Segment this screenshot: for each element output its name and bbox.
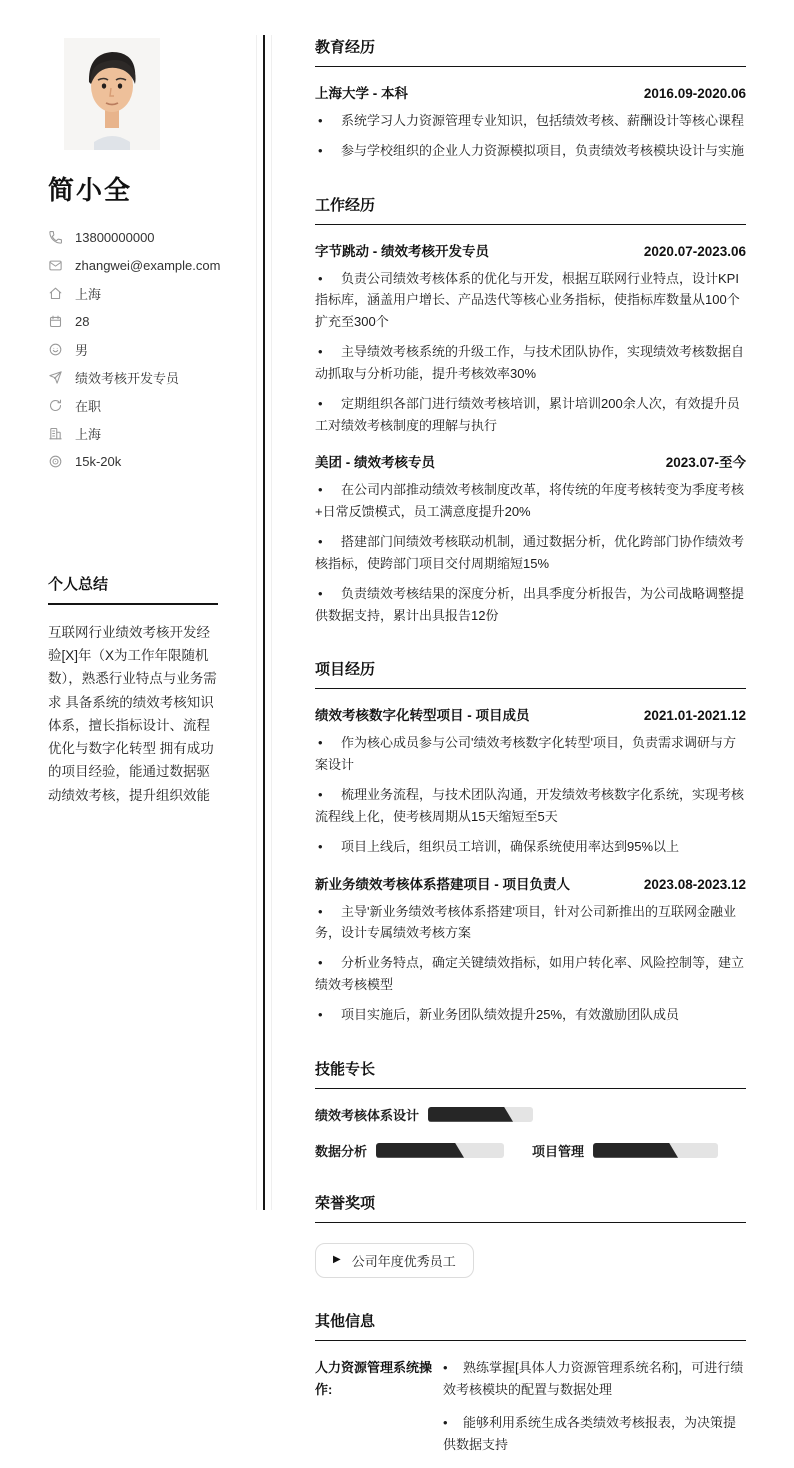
- contact-gender-value: 男: [75, 342, 89, 358]
- skill-bar-track: [376, 1143, 504, 1158]
- education-heading: 教育经历: [315, 36, 746, 67]
- contact-gender: [48, 335, 218, 363]
- building-icon: [48, 426, 63, 441]
- work-bullet: • 搭建部门间绩效考核联动机制，通过数据分析，优化跨部门协作绩效考核指标，使跨部门项目交付周期缩短15%: [315, 531, 746, 575]
- skill-bar-track: [428, 1107, 533, 1122]
- column-divider: [263, 35, 265, 1210]
- contact-salary: [48, 447, 218, 475]
- work-bullet: • 负责绩效考核结果的深度分析，出具季度分析报告，为公司战略调整提供数据支持，累计出具报告12份: [315, 583, 746, 627]
- skill-label: 项目管理: [532, 1143, 585, 1159]
- other-info-section: [315, 1310, 746, 1468]
- education-bullet: • 参与学校组织的企业人力资源模拟项目，负责绩效考核模块设计与实施: [315, 140, 746, 162]
- other-info-row: [315, 1357, 746, 1468]
- bullet-dot-icon: •: [318, 955, 323, 971]
- work-entry: [315, 240, 746, 437]
- bullet-dot-icon: •: [318, 395, 323, 411]
- skill-bar-fill: [593, 1143, 678, 1158]
- contact-email: [48, 251, 221, 279]
- skills-section: [315, 1058, 746, 1160]
- other-info-bullet: • 熟练掌握[具体人力资源管理系统名称]，可进行绩效考核模块的配置与数据处理: [443, 1357, 746, 1401]
- project-bullet: • 作为核心成员参与公司'绩效考核数字化转型'项目，负责需求调研与方案设计: [315, 732, 746, 776]
- phone-icon: [48, 230, 63, 245]
- education-section: [315, 36, 746, 162]
- column-divider-faint-left: [256, 35, 257, 1210]
- education-date-range: 2016.09-2020.06: [643, 86, 746, 101]
- work-bullet: • 定期组织各部门进行绩效考核培训，累计培训200余人次，有效提升员工对绩效考核制度的理解与执行: [315, 393, 746, 437]
- project-entry: [315, 704, 746, 857]
- honor-badge: [315, 1243, 474, 1278]
- project-bullet: • 梳理业务流程，与技术团队沟通，开发绩效考核数字化系统，实现考核流程线上化，使考核周期从15天缩短至5天: [315, 784, 746, 828]
- personal-summary-heading: 个人总结: [48, 573, 218, 605]
- skill-bar-fill: [428, 1107, 513, 1122]
- column-divider-faint-right: [271, 35, 272, 1210]
- skill-label: 绩效考核体系设计: [315, 1107, 420, 1123]
- skill-label: 数据分析: [315, 1143, 368, 1159]
- work-company-title: 字节跳动 - 绩效考核开发专员: [315, 243, 489, 259]
- contact-list: [48, 223, 221, 475]
- bullet-dot-icon: •: [318, 1006, 323, 1022]
- contact-age-value: 28: [75, 313, 90, 329]
- gender-icon: [48, 342, 63, 357]
- contact-email-value: zhangwei@example.com: [75, 257, 221, 273]
- candidate-name: 简小全: [48, 175, 133, 205]
- target-icon: [48, 454, 63, 469]
- bullet-dot-icon: •: [318, 585, 323, 601]
- work-date-range: 2023.07-至今: [665, 455, 746, 471]
- contact-status: [48, 391, 218, 419]
- work-company-title: 美团 - 绩效考核专员: [315, 455, 435, 471]
- contact-age: [48, 307, 218, 335]
- work-section: [315, 194, 746, 627]
- contact-status-value: 在职: [75, 398, 102, 414]
- project-bullet: • 主导'新业务绩效考核体系搭建'项目，针对公司新推出的互联网金融业务，设计专属绩效考核方案: [315, 901, 746, 945]
- bullet-dot-icon: •: [318, 838, 323, 854]
- project-bullet: • 项目上线后，组织员工培训，确保系统使用率达到95%以上: [315, 836, 746, 858]
- work-bullet: • 主导绩效考核系统的升级工作，与技术团队协作，实现绩效考核数据自动抓取与分析功能，提升考核效率30%: [315, 341, 746, 385]
- contact-phone: [48, 223, 218, 251]
- other-info-bullet: • 能够利用系统生成各类绩效考核报表，为决策提供数据支持: [443, 1412, 746, 1456]
- portrait-illustration: [64, 38, 160, 150]
- honors-section: [315, 1192, 746, 1278]
- honor-badge-label: 公司年度优秀员工: [351, 1253, 456, 1269]
- skill-bar-track: [593, 1143, 718, 1158]
- skill-bar-fill: [376, 1143, 464, 1158]
- education-bullet: • 系统学习人力资源管理专业知识，包括绩效考核、薪酬设计等核心课程: [315, 110, 746, 132]
- bullet-dot-icon: •: [318, 142, 323, 158]
- skills-heading: 技能专长: [315, 1058, 746, 1089]
- contact-work-city-value: 上海: [75, 426, 102, 442]
- project-bullet: • 分析业务特点，确定关键绩效指标，如用户转化率、风险控制等，建立绩效考核模型: [315, 952, 746, 996]
- project-entry: [315, 873, 746, 1026]
- other-info-bullets: [443, 1357, 746, 1468]
- project-title-role: 绩效考核数字化转型项目 - 项目成员: [315, 708, 530, 724]
- bullet-dot-icon: •: [318, 344, 323, 360]
- other-info-heading: 其他信息: [315, 1310, 746, 1341]
- contact-position: [48, 363, 218, 391]
- bullet-dot-icon: •: [318, 270, 323, 286]
- email-icon: [48, 258, 63, 273]
- education-school-degree: 上海大学 - 本科: [315, 86, 408, 101]
- personal-summary-text: 互联网行业绩效考核开发经验[X]年（X为工作年限随机数），熟悉行业特点与业务需求 具备系统的绩效考核知识体系，擅长指标设计、流程优化与数字化转型 拥有成功的项目经验，能通过数据驱动绩效考核，提升组织效能: [48, 625, 217, 803]
- skill-item: [315, 1105, 533, 1124]
- bullet-dot-icon: •: [318, 482, 323, 498]
- skill-item: [532, 1141, 718, 1160]
- bullet-dot-icon: •: [318, 534, 323, 550]
- work-bullet: • 在公司内部推动绩效考核制度改革，将传统的年度考核转变为季度考核+日常反馈模式，员工满意度提升20%: [315, 479, 746, 523]
- bullet-dot-icon: •: [318, 113, 323, 128]
- profile-photo: [64, 38, 160, 150]
- play-triangle-icon: ▶: [333, 1254, 341, 1266]
- skill-item: [315, 1141, 504, 1160]
- work-heading: 工作经历: [315, 194, 746, 225]
- sidebar: [48, 38, 221, 807]
- bullet-dot-icon: •: [443, 1359, 448, 1375]
- status-refresh-icon: [48, 398, 63, 413]
- home-icon: [48, 286, 63, 301]
- projects-section: [315, 658, 746, 1025]
- projects-heading: 项目经历: [315, 658, 746, 689]
- bullet-dot-icon: •: [318, 735, 323, 751]
- project-date-range: 2023.08-2023.12: [643, 876, 746, 892]
- education-entry: [315, 82, 746, 162]
- work-entry: [315, 451, 746, 626]
- project-bullet: • 项目实施后，新业务团队绩效提升25%，有效激励团队成员: [315, 1004, 746, 1026]
- paper-plane-icon: [48, 370, 63, 385]
- contact-phone-value: 13800000000: [75, 229, 155, 245]
- contact-home-city-value: 上海: [75, 286, 102, 302]
- personal-summary-section: [48, 573, 218, 807]
- contact-salary-value: 15k-20k: [75, 453, 122, 469]
- project-title-role: 新业务绩效考核体系搭建项目 - 项目负责人: [315, 876, 570, 892]
- contact-work-city: [48, 419, 218, 447]
- work-date-range: 2020.07-2023.06: [643, 243, 746, 259]
- skill-bars: [315, 1105, 746, 1160]
- bullet-dot-icon: •: [443, 1415, 448, 1431]
- work-bullet: • 负责公司绩效考核体系的优化与开发，根据互联网行业特点，设计KPI指标库，涵盖用户增长、产品迭代等核心业务指标，使指标库数量从100个扩充至300个: [315, 268, 746, 333]
- age-icon: [48, 314, 63, 329]
- project-date-range: 2021.01-2021.12: [643, 708, 746, 724]
- bullet-dot-icon: •: [318, 787, 323, 803]
- other-info-label: 人力资源管理系统操作:: [315, 1359, 433, 1397]
- bullet-dot-icon: •: [318, 903, 323, 919]
- contact-position-value: 绩效考核开发专员: [75, 370, 180, 386]
- contact-home-city: [48, 279, 218, 307]
- honors-heading: 荣誉奖项: [315, 1192, 746, 1223]
- main-column: [315, 36, 746, 1468]
